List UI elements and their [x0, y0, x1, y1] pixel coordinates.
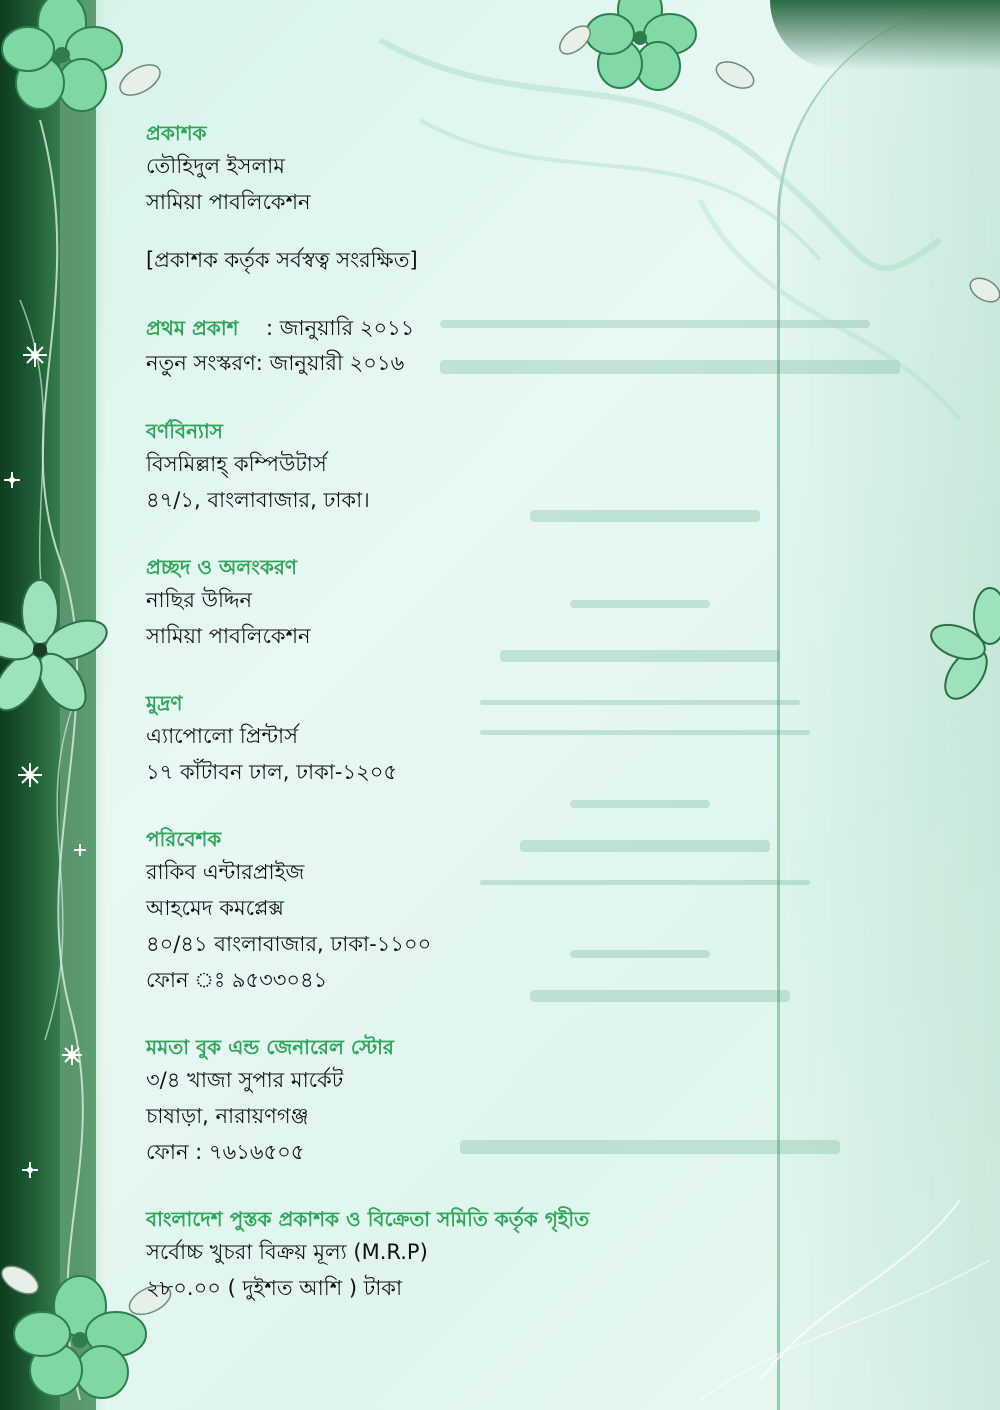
- snowflake-icon: [4, 343, 86, 1178]
- imprint-content: [146, 118, 766, 1306]
- typesetting-line: ৪৭/১, বাংলাবাজার, ঢাকা।: [146, 488, 370, 512]
- printing-heading: মুদ্রণ: [146, 691, 183, 715]
- hibiscus-flower-icon: [586, 0, 696, 90]
- cover-line: নাছির উদ্দিন: [146, 588, 253, 612]
- publisher-name: তৌহিদুল ইসলাম: [146, 154, 285, 178]
- publisher-section: [146, 118, 766, 220]
- cover-line: সামিয়া পাবলিকেশন: [146, 624, 311, 648]
- price-line: সর্বোচ্চ খুচরা বিক্রয় মূল্য (M.R.P): [146, 1240, 428, 1264]
- editions-section: [146, 312, 766, 382]
- distributor-line: রাকিব এন্টারপ্রাইজ: [146, 860, 305, 884]
- hibiscus-flower-icon: [14, 1276, 146, 1398]
- first-edition-row: [146, 312, 766, 347]
- new-edition-value: : জানুয়ারী ২০১৬: [255, 351, 405, 375]
- rights-notice: [প্রকাশক কর্তৃক সর্বস্বত্ব সংরক্ষিত]: [146, 248, 418, 272]
- store-line: ফোন : ৭৬১৬৫০৫: [146, 1140, 305, 1164]
- store-heading: মমতা বুক এন্ড জেনারেল স্টোর: [146, 1035, 394, 1059]
- printing-line: এ্যাপোলো প্রিন্টার্স: [146, 724, 298, 748]
- printing-section: [146, 688, 766, 790]
- distributor-section: [146, 824, 766, 998]
- price-line: ২৮০.০০ ( দুইশত আশি ) টাকা: [146, 1276, 403, 1300]
- store-section: [146, 1032, 766, 1170]
- first-edition-label: প্রথম প্রকাশ: [146, 316, 239, 340]
- store-line: চাষাড়া, নারায়ণগঞ্জ: [146, 1104, 309, 1128]
- new-edition-row: [146, 347, 766, 382]
- cover-section: [146, 552, 766, 654]
- price-section: [146, 1204, 766, 1306]
- new-edition-label: নতুন সংস্করণ: [146, 351, 256, 375]
- store-line: ৩/৪ খাজা সুপার মার্কেট: [146, 1068, 344, 1092]
- printing-line: ১৭ কাঁটাবন ঢাল, ঢাকা-১২০৫: [146, 760, 398, 784]
- cover-heading: প্রচ্ছদ ও অলংকরণ: [146, 555, 297, 579]
- typesetting-line: বিসমিল্লাহ্ কম্পিউটার্স: [146, 452, 327, 476]
- publisher-company: সামিয়া পাবলিকেশন: [146, 190, 311, 214]
- five-petal-flower-icon: [927, 588, 1000, 706]
- distributor-line: ৪০/৪১ বাংলাবাজার, ঢাকা-১১০০: [146, 932, 432, 956]
- distributor-line: ফোন ঃ ৯৫৩৩০৪১: [146, 968, 328, 992]
- first-edition-value: : জানুয়ারি ২০১১: [266, 316, 415, 340]
- publisher-heading: প্রকাশক: [146, 121, 207, 145]
- distributor-line: আহমেদ কমপ্লেক্স: [146, 896, 284, 920]
- distributor-heading: পরিবেশক: [146, 827, 222, 851]
- hibiscus-flower-icon: [2, 0, 122, 111]
- typesetting-section: [146, 416, 766, 518]
- five-petal-flower-icon: [0, 580, 112, 719]
- price-heading: বাংলাদেশ পুস্তক প্রকাশক ও বিক্রেতা সমিতি কর্তৃক গৃহীত: [146, 1207, 590, 1231]
- typesetting-heading: বর্ণবিন্যাস: [146, 419, 223, 443]
